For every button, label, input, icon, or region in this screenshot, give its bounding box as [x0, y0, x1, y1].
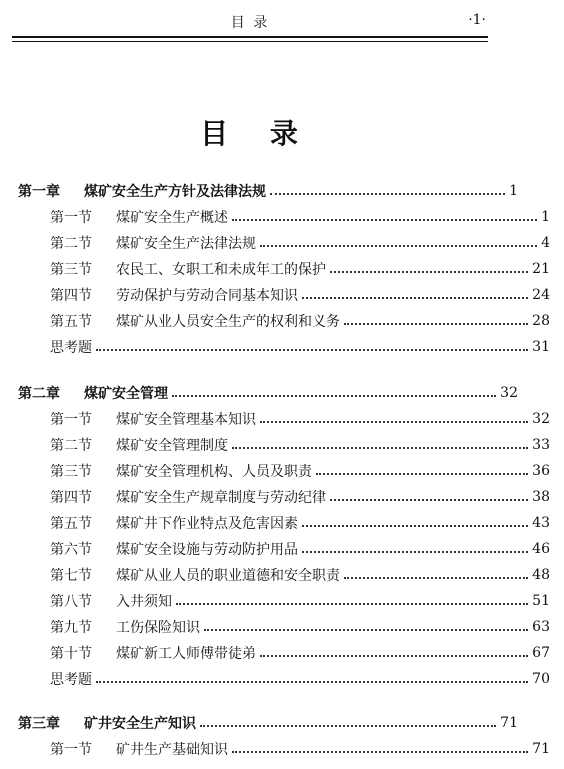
toc-review-questions[interactable]	[0, 335, 564, 359]
toc-chapter-1[interactable]	[0, 179, 532, 203]
section-label: 第十节	[50, 646, 92, 662]
dot-leader	[260, 245, 537, 247]
section-label: 第五节	[50, 516, 92, 532]
section-label: 第一节	[50, 412, 92, 428]
section-title: 煤矿井下作业特点及危害因素	[116, 516, 298, 532]
header-title: 目 录	[230, 15, 270, 31]
dot-leader	[260, 421, 528, 423]
page-number: 33	[532, 437, 550, 453]
section-title: 煤矿安全管理机构、人员及职责	[116, 464, 312, 480]
section-label: 第二节	[50, 236, 92, 252]
section-title: 劳动保护与劳动合同基本知识	[116, 288, 298, 304]
page-number: 31	[532, 339, 550, 355]
dot-leader	[260, 655, 528, 657]
dot-leader	[330, 271, 528, 273]
chapter-title: 煤矿安全生产方针及法律法规	[84, 184, 266, 200]
page-number: 4	[541, 235, 550, 251]
toc-section[interactable]	[0, 537, 564, 561]
section-title: 煤矿安全管理基本知识	[116, 412, 256, 428]
page-number: 36	[532, 463, 550, 479]
page-number: 71	[532, 741, 550, 757]
toc-section[interactable]	[0, 737, 564, 761]
dot-leader	[176, 603, 528, 605]
dot-leader	[204, 629, 528, 631]
header-page-number: ·1·	[468, 12, 486, 28]
page-number: 70	[532, 671, 550, 687]
page-number: 51	[532, 593, 550, 609]
toc-section[interactable]	[0, 511, 564, 535]
toc-section[interactable]	[0, 283, 564, 307]
toc-section[interactable]	[0, 407, 564, 431]
toc-section[interactable]	[0, 563, 564, 587]
section-title: 矿井生产基础知识	[116, 742, 228, 758]
page-number: 21	[532, 261, 550, 277]
dot-leader	[96, 681, 528, 683]
dot-leader	[302, 297, 528, 299]
toc-section[interactable]	[0, 589, 564, 613]
dot-leader	[344, 323, 528, 325]
section-label: 第三节	[50, 262, 92, 278]
dot-leader	[316, 473, 528, 475]
dot-leader	[172, 395, 496, 397]
page-title: 目 录	[200, 117, 300, 150]
section-title: 煤矿新工人师傅带徒弟	[116, 646, 256, 662]
toc-chapter-2[interactable]	[0, 381, 532, 405]
section-title: 农民工、女职工和未成年工的保护	[116, 262, 326, 278]
chapter-label: 第二章	[18, 386, 60, 402]
section-label: 第四节	[50, 490, 92, 506]
page-number: 46	[532, 541, 550, 557]
review-title: 思考题	[50, 672, 92, 688]
dot-leader	[302, 525, 528, 527]
dot-leader	[330, 499, 528, 501]
section-label: 第四节	[50, 288, 92, 304]
dot-leader	[232, 447, 528, 449]
page-number: 28	[532, 313, 550, 329]
page-number: 71	[500, 715, 518, 731]
page-number: 38	[532, 489, 550, 505]
page-number: 48	[532, 567, 550, 583]
section-title: 煤矿从业人员安全生产的权利和义务	[116, 314, 340, 330]
toc-review-questions[interactable]	[0, 667, 564, 691]
section-label: 第一节	[50, 210, 92, 226]
dot-leader	[96, 349, 528, 351]
section-label: 第八节	[50, 594, 92, 610]
section-label: 第七节	[50, 568, 92, 584]
toc-section[interactable]	[0, 433, 564, 457]
section-label: 第六节	[50, 542, 92, 558]
page-number: 1	[541, 209, 550, 225]
dot-leader	[200, 725, 496, 727]
section-title: 煤矿安全生产概述	[116, 210, 228, 226]
toc-section[interactable]	[0, 231, 564, 255]
toc-section[interactable]	[0, 485, 564, 509]
toc-section[interactable]	[0, 205, 564, 229]
toc-chapter-3[interactable]	[0, 711, 532, 735]
section-title: 入井须知	[116, 594, 172, 610]
chapter-title: 煤矿安全管理	[84, 386, 168, 402]
page-number: 24	[532, 287, 550, 303]
chapter-title: 矿井安全生产知识	[84, 716, 196, 732]
section-title: 煤矿安全生产法律法规	[116, 236, 256, 252]
review-title: 思考题	[50, 340, 92, 356]
dot-leader	[232, 219, 537, 221]
page-number: 63	[532, 619, 550, 635]
toc-section[interactable]	[0, 309, 564, 333]
toc-section[interactable]	[0, 459, 564, 483]
chapter-label: 第一章	[18, 184, 60, 200]
toc-section[interactable]	[0, 615, 564, 639]
section-title: 煤矿安全设施与劳动防护用品	[116, 542, 298, 558]
dot-leader	[232, 751, 528, 753]
page-number: 67	[532, 645, 550, 661]
chapter-label: 第三章	[18, 716, 60, 732]
section-label: 第二节	[50, 438, 92, 454]
section-title: 煤矿安全管理制度	[116, 438, 228, 454]
toc-section[interactable]	[0, 641, 564, 665]
section-title: 工伤保险知识	[116, 620, 200, 636]
section-label: 第九节	[50, 620, 92, 636]
section-title: 煤矿安全生产规章制度与劳动纪律	[116, 490, 326, 506]
dot-leader	[344, 577, 528, 579]
dot-leader	[302, 551, 528, 553]
section-label: 第一节	[50, 742, 92, 758]
dot-leader	[270, 193, 505, 195]
section-label: 第三节	[50, 464, 92, 480]
page-number: 43	[532, 515, 550, 531]
toc-section[interactable]	[0, 257, 564, 281]
page-number: 1	[509, 183, 518, 199]
section-label: 第五节	[50, 314, 92, 330]
page-number: 32	[500, 385, 518, 401]
page-number: 32	[532, 411, 550, 427]
section-title: 煤矿从业人员的职业道德和安全职责	[116, 568, 340, 584]
